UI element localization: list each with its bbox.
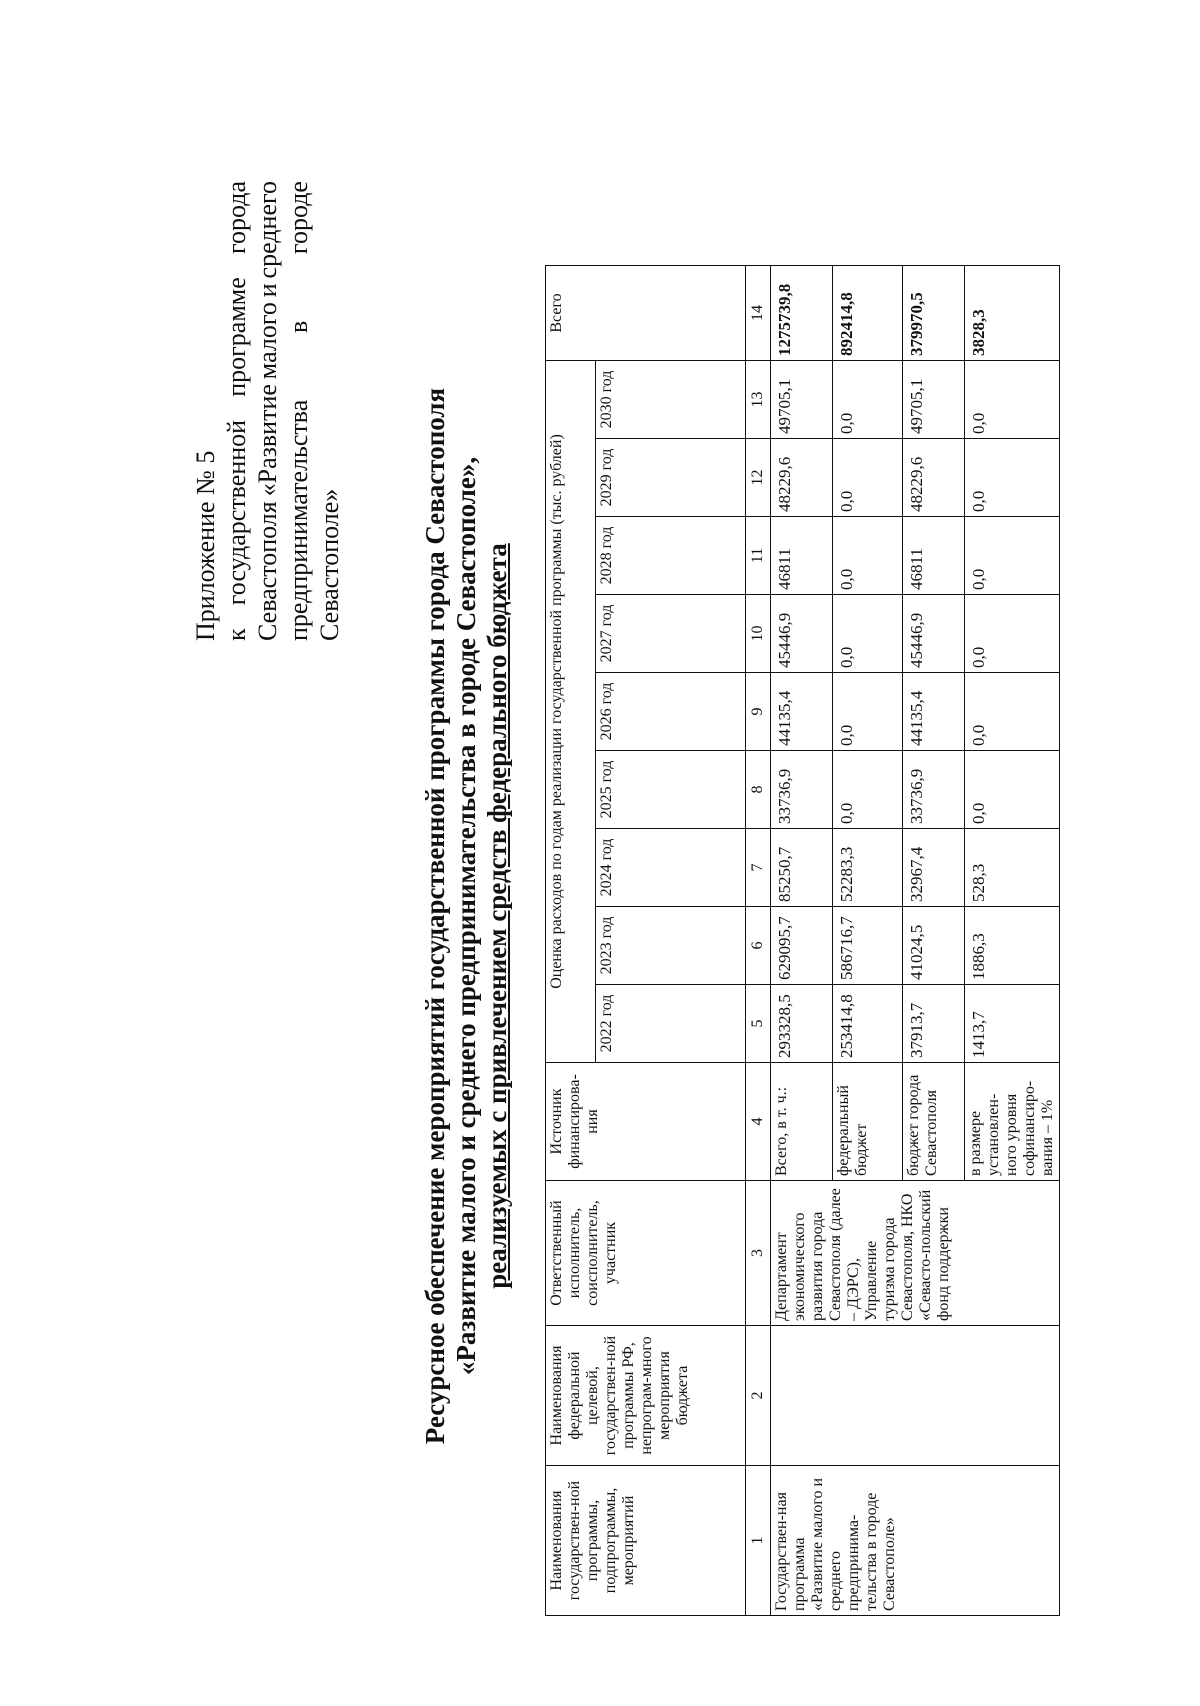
value-cell: 44135,4	[771, 673, 833, 751]
value-cell: 0,0	[965, 439, 1060, 517]
value-cell: 45446,9	[903, 595, 965, 673]
column-number: 5	[746, 985, 771, 1063]
funding-source-cell: Всего, в т. ч.:	[771, 1063, 833, 1181]
appendix-line-5: Севастополе»	[315, 488, 344, 641]
value-cell: 0,0	[833, 751, 903, 829]
appendix-line-4	[283, 181, 314, 641]
appendix-word: в	[284, 320, 313, 334]
header-year: 2022 год	[596, 985, 746, 1063]
responsible-cell: Департамент экономического развития города Севастополя (далее – ДЭРС), Управление туризма города Севастополя, НКО «Севасто-польский фонд поддержки	[771, 1181, 1060, 1326]
title-line-3: реализуемых с привлечением средств федерального бюджета	[482, 543, 512, 1289]
table-row	[771, 266, 833, 1616]
header-total: Всего	[546, 266, 746, 361]
appendix-word: к	[222, 628, 251, 641]
header-year: 2025 год	[596, 751, 746, 829]
appendix-word: государственной	[222, 419, 251, 606]
column-number: 4	[746, 1063, 771, 1181]
value-cell: 46811	[771, 517, 833, 595]
appendix-word: городе	[284, 181, 313, 255]
value-cell: 45446,9	[771, 595, 833, 673]
value-cell: 0,0	[965, 361, 1060, 439]
value-cell: 37913,7	[903, 985, 965, 1063]
appendix-word: предпринимательства	[284, 399, 313, 641]
program-name-cell: Государствен-ная программа «Развитие малого и среднего предпринима-тельства в городе Севастополе»	[771, 1466, 1060, 1616]
resource-table	[545, 265, 1060, 1616]
funding-source-cell: в размере установлен-ного уровня софинансиро-вания – 1%	[965, 1063, 1060, 1181]
header-responsible: Ответственный исполнитель, соисполнитель, участник	[546, 1181, 746, 1326]
header-year: 2023 год	[596, 907, 746, 985]
appendix-word: малого	[253, 302, 282, 380]
total-cell: 892414,8	[833, 266, 903, 361]
header-program-name: Наименования государствен-ной программы, подпрограммы, мероприятий	[546, 1466, 746, 1616]
header-year: 2027 год	[596, 595, 746, 673]
value-cell: 0,0	[833, 517, 903, 595]
column-number: 9	[746, 673, 771, 751]
value-cell: 1413,7	[965, 985, 1060, 1063]
value-cell: 48229,6	[903, 439, 965, 517]
column-number: 8	[746, 751, 771, 829]
header-year: 2030 год	[596, 361, 746, 439]
column-numbers-row	[746, 266, 771, 1616]
value-cell: 629095,7	[771, 907, 833, 985]
column-number: 1	[746, 1466, 771, 1616]
total-cell: 3828,3	[965, 266, 1060, 361]
value-cell: 0,0	[833, 361, 903, 439]
column-number: 3	[746, 1181, 771, 1326]
value-cell: 0,0	[833, 439, 903, 517]
total-cell: 1275739,8	[771, 266, 833, 361]
value-cell: 33736,9	[771, 751, 833, 829]
header-federal-program: Наименования федеральной целевой, государствен-ной программы РФ, непрограм-много мероприятия бюджета	[546, 1326, 746, 1466]
column-number: 10	[746, 595, 771, 673]
title-line-2: «Развитие малого и среднего предпринимательства в городе Севастополе»,	[451, 456, 481, 1376]
column-number: 2	[746, 1326, 771, 1466]
column-number: 7	[746, 829, 771, 907]
funding-source-cell: бюджет города Севастополя	[903, 1063, 965, 1181]
column-number: 14	[746, 266, 771, 361]
column-number: 13	[746, 361, 771, 439]
appendix-word: «Развитие	[253, 384, 282, 497]
title-line-1: Ресурсное обеспечение мероприятий государственной программы города Севастополя	[420, 387, 450, 1445]
value-cell: 0,0	[965, 517, 1060, 595]
appendix-word: Севастополя	[253, 501, 282, 641]
value-cell: 49705,1	[771, 361, 833, 439]
value-cell: 0,0	[965, 673, 1060, 751]
value-cell: 293328,5	[771, 985, 833, 1063]
header-row-1	[546, 266, 596, 1616]
value-cell: 586716,7	[833, 907, 903, 985]
federal-program-cell	[771, 1326, 1060, 1466]
value-cell: 1886,3	[965, 907, 1060, 985]
appendix-word: программе	[222, 277, 251, 397]
header-year: 2029 год	[596, 439, 746, 517]
total-cell: 379970,5	[903, 266, 965, 361]
column-number: 11	[746, 517, 771, 595]
appendix-header	[190, 181, 345, 641]
value-cell: 0,0	[833, 673, 903, 751]
header-funding-source: Источник финансирова-ния	[546, 1063, 746, 1181]
value-cell: 46811	[903, 517, 965, 595]
value-cell: 33736,9	[903, 751, 965, 829]
appendix-word: среднего	[253, 181, 282, 279]
value-cell: 41024,5	[903, 907, 965, 985]
header-expenses-estimate: Оценка расходов по годам реализации государственной программы (тыс. рублей)	[546, 361, 596, 1063]
value-cell: 52283,3	[833, 829, 903, 907]
value-cell: 253414,8	[833, 985, 903, 1063]
value-cell: 528,3	[965, 829, 1060, 907]
value-cell: 0,0	[965, 595, 1060, 673]
value-cell: 0,0	[833, 595, 903, 673]
appendix-line-2	[221, 181, 252, 641]
header-year: 2028 год	[596, 517, 746, 595]
value-cell: 48229,6	[771, 439, 833, 517]
document-title	[420, 276, 513, 1556]
appendix-word: города	[222, 181, 251, 255]
value-cell: 85250,7	[771, 829, 833, 907]
value-cell: 0,0	[965, 751, 1060, 829]
value-cell: 32967,4	[903, 829, 965, 907]
appendix-title: Приложение № 5	[191, 450, 220, 641]
header-year: 2024 год	[596, 829, 746, 907]
column-number: 6	[746, 907, 771, 985]
column-number: 12	[746, 439, 771, 517]
funding-source-cell: федеральный бюджет	[833, 1063, 903, 1181]
appendix-line-3	[252, 181, 283, 641]
header-year: 2026 год	[596, 673, 746, 751]
appendix-word: и	[253, 283, 282, 298]
value-cell: 44135,4	[903, 673, 965, 751]
value-cell: 49705,1	[903, 361, 965, 439]
